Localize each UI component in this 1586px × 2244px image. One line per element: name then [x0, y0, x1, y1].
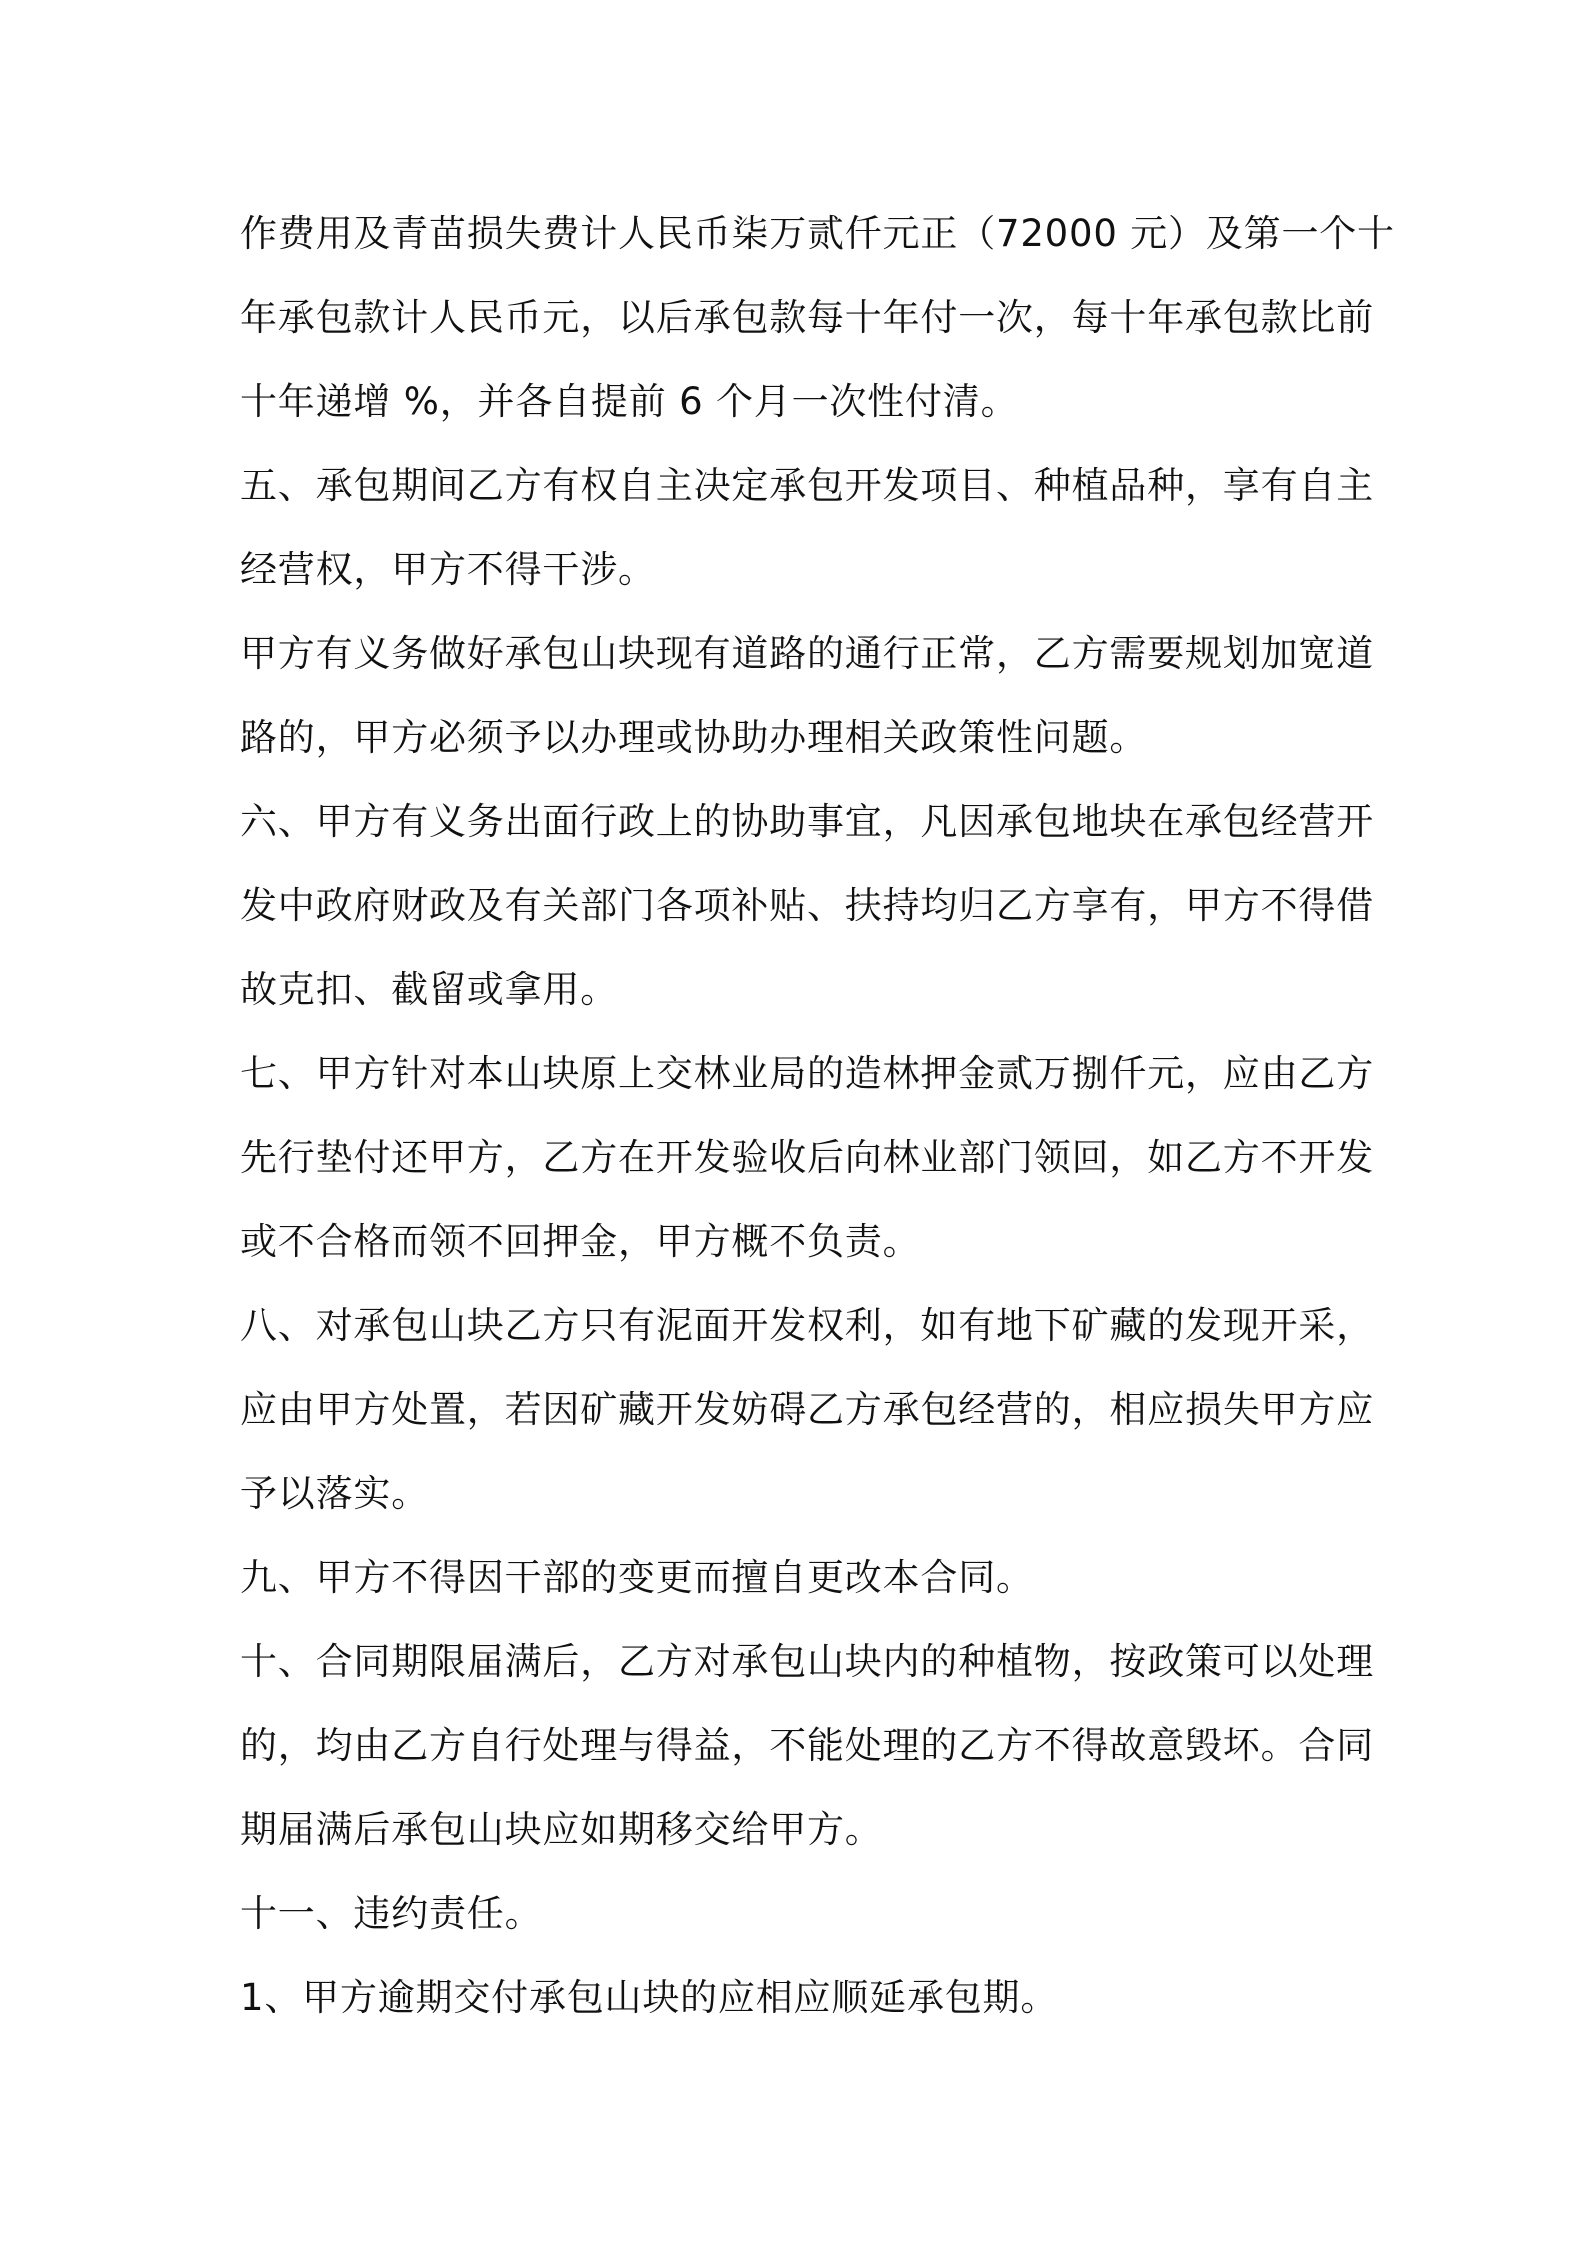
text-line: 五、承包期间乙方有权自主决定承包开发项目、种植品种，享有自主	[240, 464, 1374, 507]
text-line: 作费用及青苗损失费计人民币柒万贰仟元正（72000 元）及第一个十	[240, 212, 1395, 255]
text-line: 先行垫付还甲方，乙方在开发验收后向林业部门领回，如乙方不开发	[240, 1136, 1374, 1179]
text-line: 故克扣、截留或拿用。	[240, 968, 618, 1011]
contract-text	[240, 192, 1395, 2040]
text-line: 十、合同期限届满后，乙方对承包山块内的种植物，按政策可以处理	[240, 1640, 1374, 1683]
text-line: 予以落实。	[240, 1472, 429, 1515]
text-line: 应由甲方处置，若因矿藏开发妨碍乙方承包经营的，相应损失甲方应	[240, 1388, 1374, 1431]
text-line: 六、甲方有义务出面行政上的协助事宜，凡因承包地块在承包经营开	[240, 800, 1374, 843]
text-line: 十一、违约责任。	[240, 1892, 543, 1935]
text-line: 路的，甲方必须予以办理或协助办理相关政策性问题。	[240, 716, 1148, 759]
text-line: 或不合格而领不回押金，甲方概不负责。	[240, 1220, 921, 1263]
text-line: 年承包款计人民币元，以后承包款每十年付一次，每十年承包款比前	[240, 296, 1374, 339]
text-line: 七、甲方针对本山块原上交林业局的造林押金贰万捌仟元，应由乙方	[240, 1052, 1374, 1095]
text-line: 十年递增 %，并各自提前 6 个月一次性付清。	[240, 380, 1019, 423]
text-line: 发中政府财政及有关部门各项补贴、扶持均归乙方享有，甲方不得借	[240, 884, 1374, 927]
text-line: 甲方有义务做好承包山块现有道路的通行正常，乙方需要规划加宽道	[240, 632, 1374, 675]
text-line: 1、甲方逾期交付承包山块的应相应顺延承包期。	[240, 1976, 1059, 2019]
text-line: 九、甲方不得因干部的变更而擅自更改本合同。	[240, 1556, 1034, 1599]
text-line: 的，均由乙方自行处理与得益，不能处理的乙方不得故意毁坏。合同	[240, 1724, 1374, 1767]
text-line: 期届满后承包山块应如期移交给甲方。	[240, 1808, 883, 1851]
text-line: 八、对承包山块乙方只有泥面开发权利，如有地下矿藏的发现开采，	[240, 1304, 1374, 1347]
text-line: 经营权，甲方不得干涉。	[240, 548, 656, 591]
